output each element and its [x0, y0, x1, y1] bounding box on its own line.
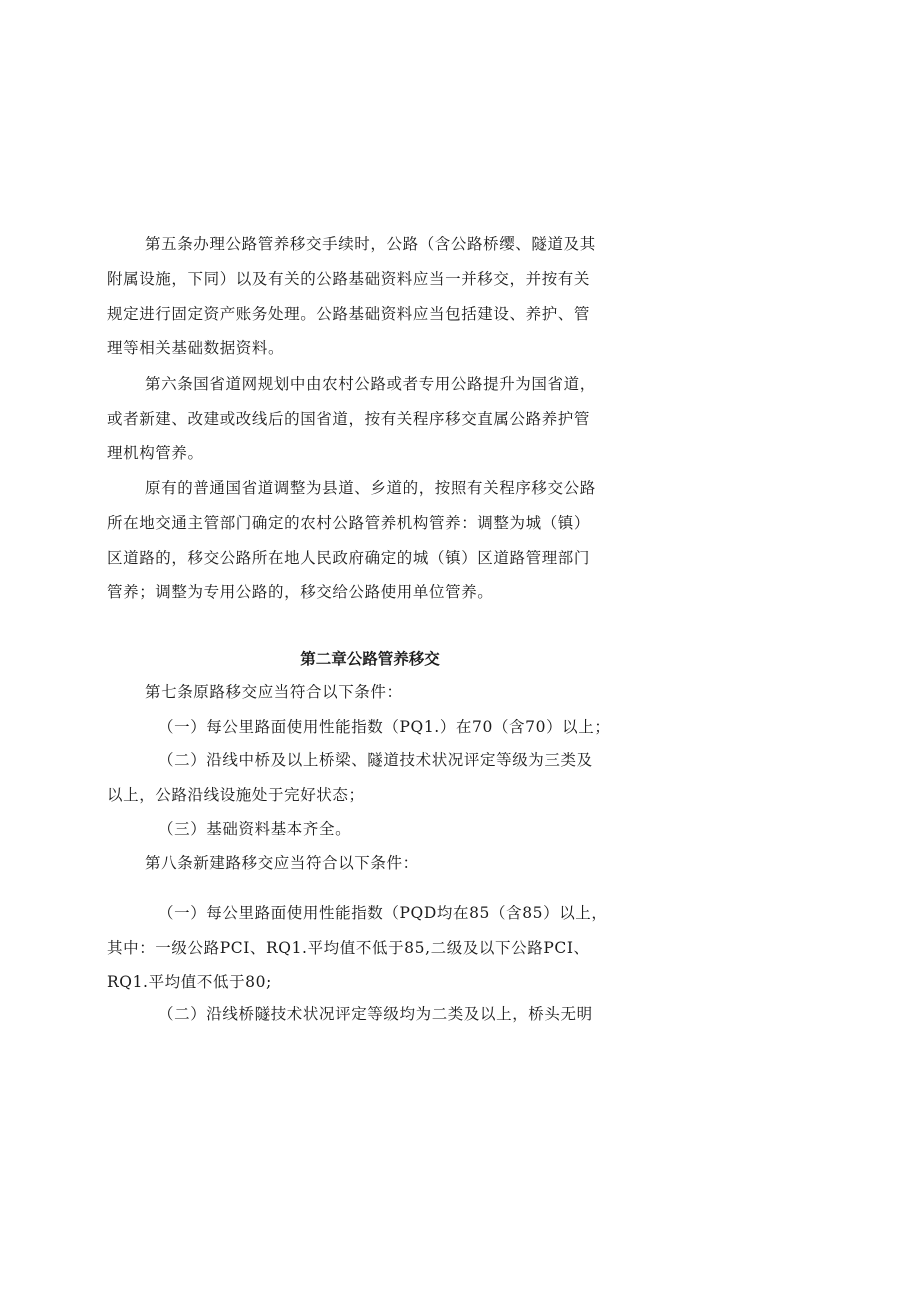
- article6-line-2: 或者新建、改建或改线后的国省道，按有关程序移交直属公路养护管: [107, 410, 591, 428]
- article6-para2-line-4: 管养；调整为专用公路的，移交给公路使用单位管养。: [107, 583, 494, 601]
- article6-para2-line-2: 所在地交通主管部门确定的农村公路管养机构管养：调整为城（镇）: [107, 514, 591, 532]
- chapter-heading: 第二章公路管养移交: [300, 650, 440, 668]
- article7-item-2-line-2: 以上，公路沿线设施处于完好状态；: [107, 786, 365, 804]
- article5-line-1: 第五条办理公路管养移交手续时，公路（含公路桥缨、隧道及其: [145, 235, 596, 253]
- article8-item-1-line-1: （一）每公里路面使用性能指数（PQD均在85（含85）以上，: [158, 904, 608, 922]
- article6-para2-line-3: 区道路的，移交公路所在地人民政府确定的城（镇）区道路管理部门: [107, 549, 591, 567]
- article8-intro: 第八条新建路移交应当符合以下条件：: [145, 854, 419, 872]
- article6-line-1: 第六条国省道网规划中由农村公路或者专用公路提升为国省道，: [145, 375, 596, 393]
- article5-line-4: 理等相关基础数据资料。: [107, 339, 285, 357]
- article6-para2-line-1: 原有的普通国省道调整为县道、乡道的，按照有关程序移交公路: [145, 479, 596, 497]
- article5-line-3: 规定进行固定资产账务处理。公路基础资料应当包括建设、养护、管: [107, 305, 591, 323]
- article7-item-2-line-1: （二）沿线中桥及以上桥梁、隧道技术状况评定等级为三类及: [158, 751, 593, 769]
- article7-item-1: （一）每公里路面使用性能指数（PQ1.）在70（含70）以上；: [158, 718, 611, 736]
- article7-intro: 第七条原路移交应当符合以下条件：: [145, 683, 403, 701]
- article5-line-2: 附属设施，下同）以及有关的公路基础资料应当一并移交，并按有关: [107, 270, 591, 288]
- article7-item-3: （三）基础资料基本齐全。: [158, 820, 352, 838]
- article8-item-1-line-2: 其中：一级公路PCI、RQ1.平均值不低于85,二级及以下公路PCI、: [107, 939, 590, 957]
- article8-item-2-line-1: （二）沿线桥隧技术状况评定等级均为二类及以上，桥头无明: [158, 1005, 593, 1023]
- article8-item-1-line-3: RQ1.平均值不低于80;: [107, 973, 272, 991]
- article6-line-3: 理机构管养。: [107, 444, 204, 462]
